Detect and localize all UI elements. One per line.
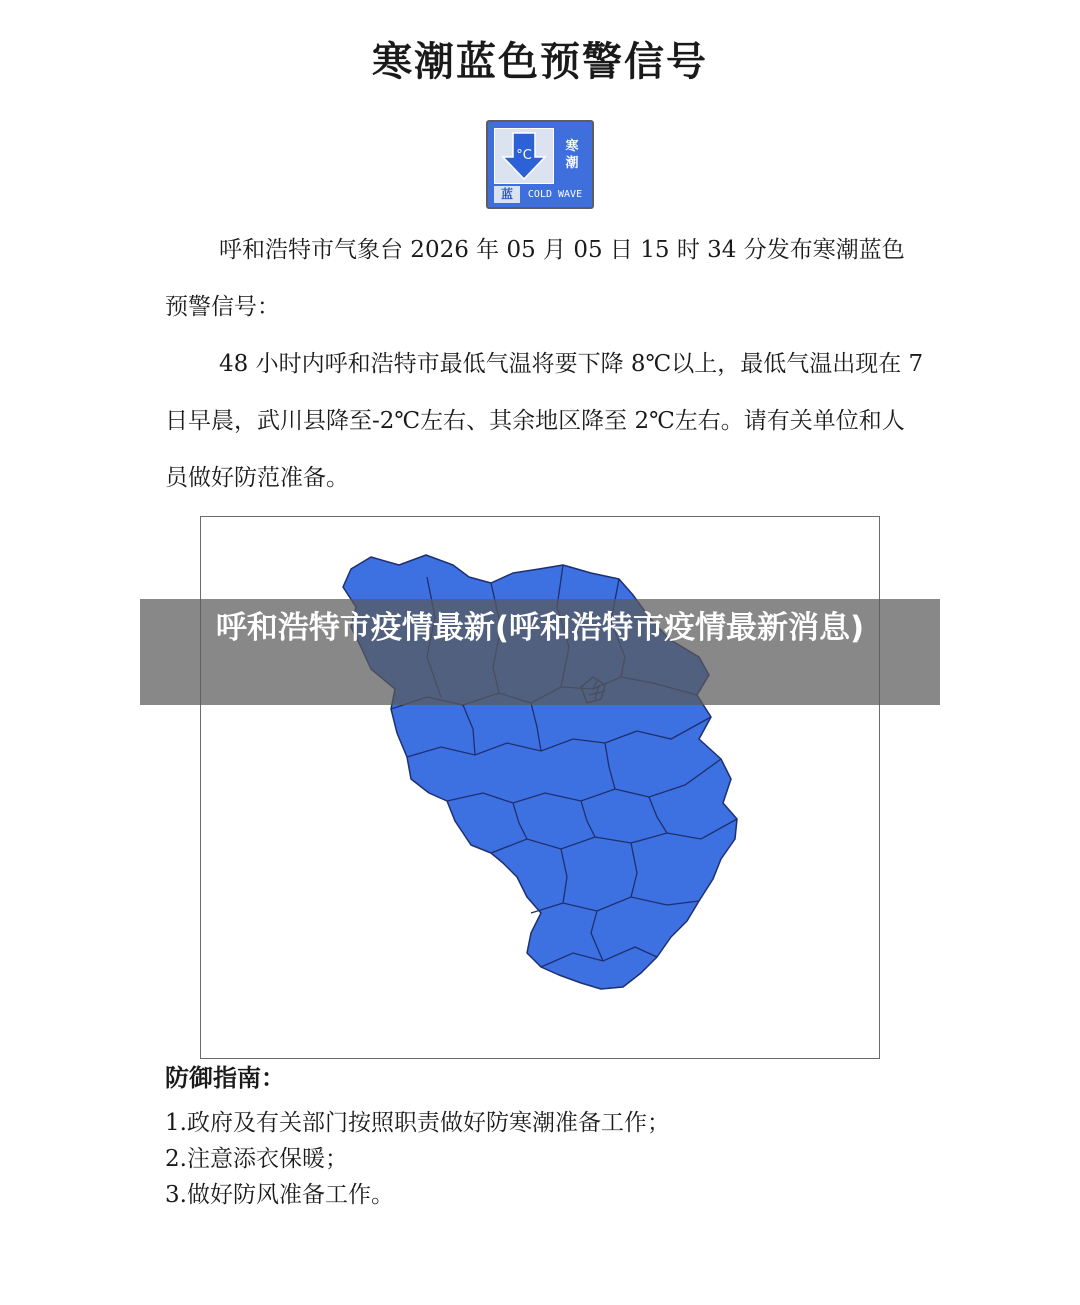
badge-side-text [556, 128, 588, 182]
warning-detail-paragraph: 48 小时内呼和浩特市最低气温将要下降 8℃以上，最低气温出现在 7 日早晨，武川县降至-2℃左右、其余地区降至 2℃左右。请有关单位和人员做好防范准备。 [165, 351, 924, 491]
warning-issue-paragraph: 呼和浩特市气象台 2026 年 05 月 05 日 15 时 34 分发布寒潮蓝色预警信号： [165, 237, 905, 320]
defense-guide-item: 2.注意添衣保暖； [165, 1146, 348, 1172]
defense-guide-heading: 防御指南： [165, 1063, 285, 1092]
document-title: 寒潮蓝色预警信号 [372, 38, 708, 85]
defense-guide-item: 1.政府及有关部门按照职责做好防寒潮准备工作； [165, 1110, 670, 1136]
cold-wave-blue-warning-badge [486, 120, 594, 209]
warning-area-map [200, 516, 880, 1059]
degree-celsius-label: °C [516, 148, 532, 163]
badge-english-label: COLD WAVE [527, 189, 583, 200]
cold-wave-thermometer-down-icon [494, 128, 554, 184]
badge-side-char-2: 潮 [565, 156, 579, 171]
headline-overlay-text: 呼和浩特市疫情最新(呼和浩特市疫情最新消息) [215, 610, 865, 646]
badge-level-label: 蓝 [494, 186, 520, 203]
defense-guide-item: 3.做好防风准备工作。 [165, 1182, 394, 1208]
badge-side-char-1: 寒 [565, 139, 579, 154]
